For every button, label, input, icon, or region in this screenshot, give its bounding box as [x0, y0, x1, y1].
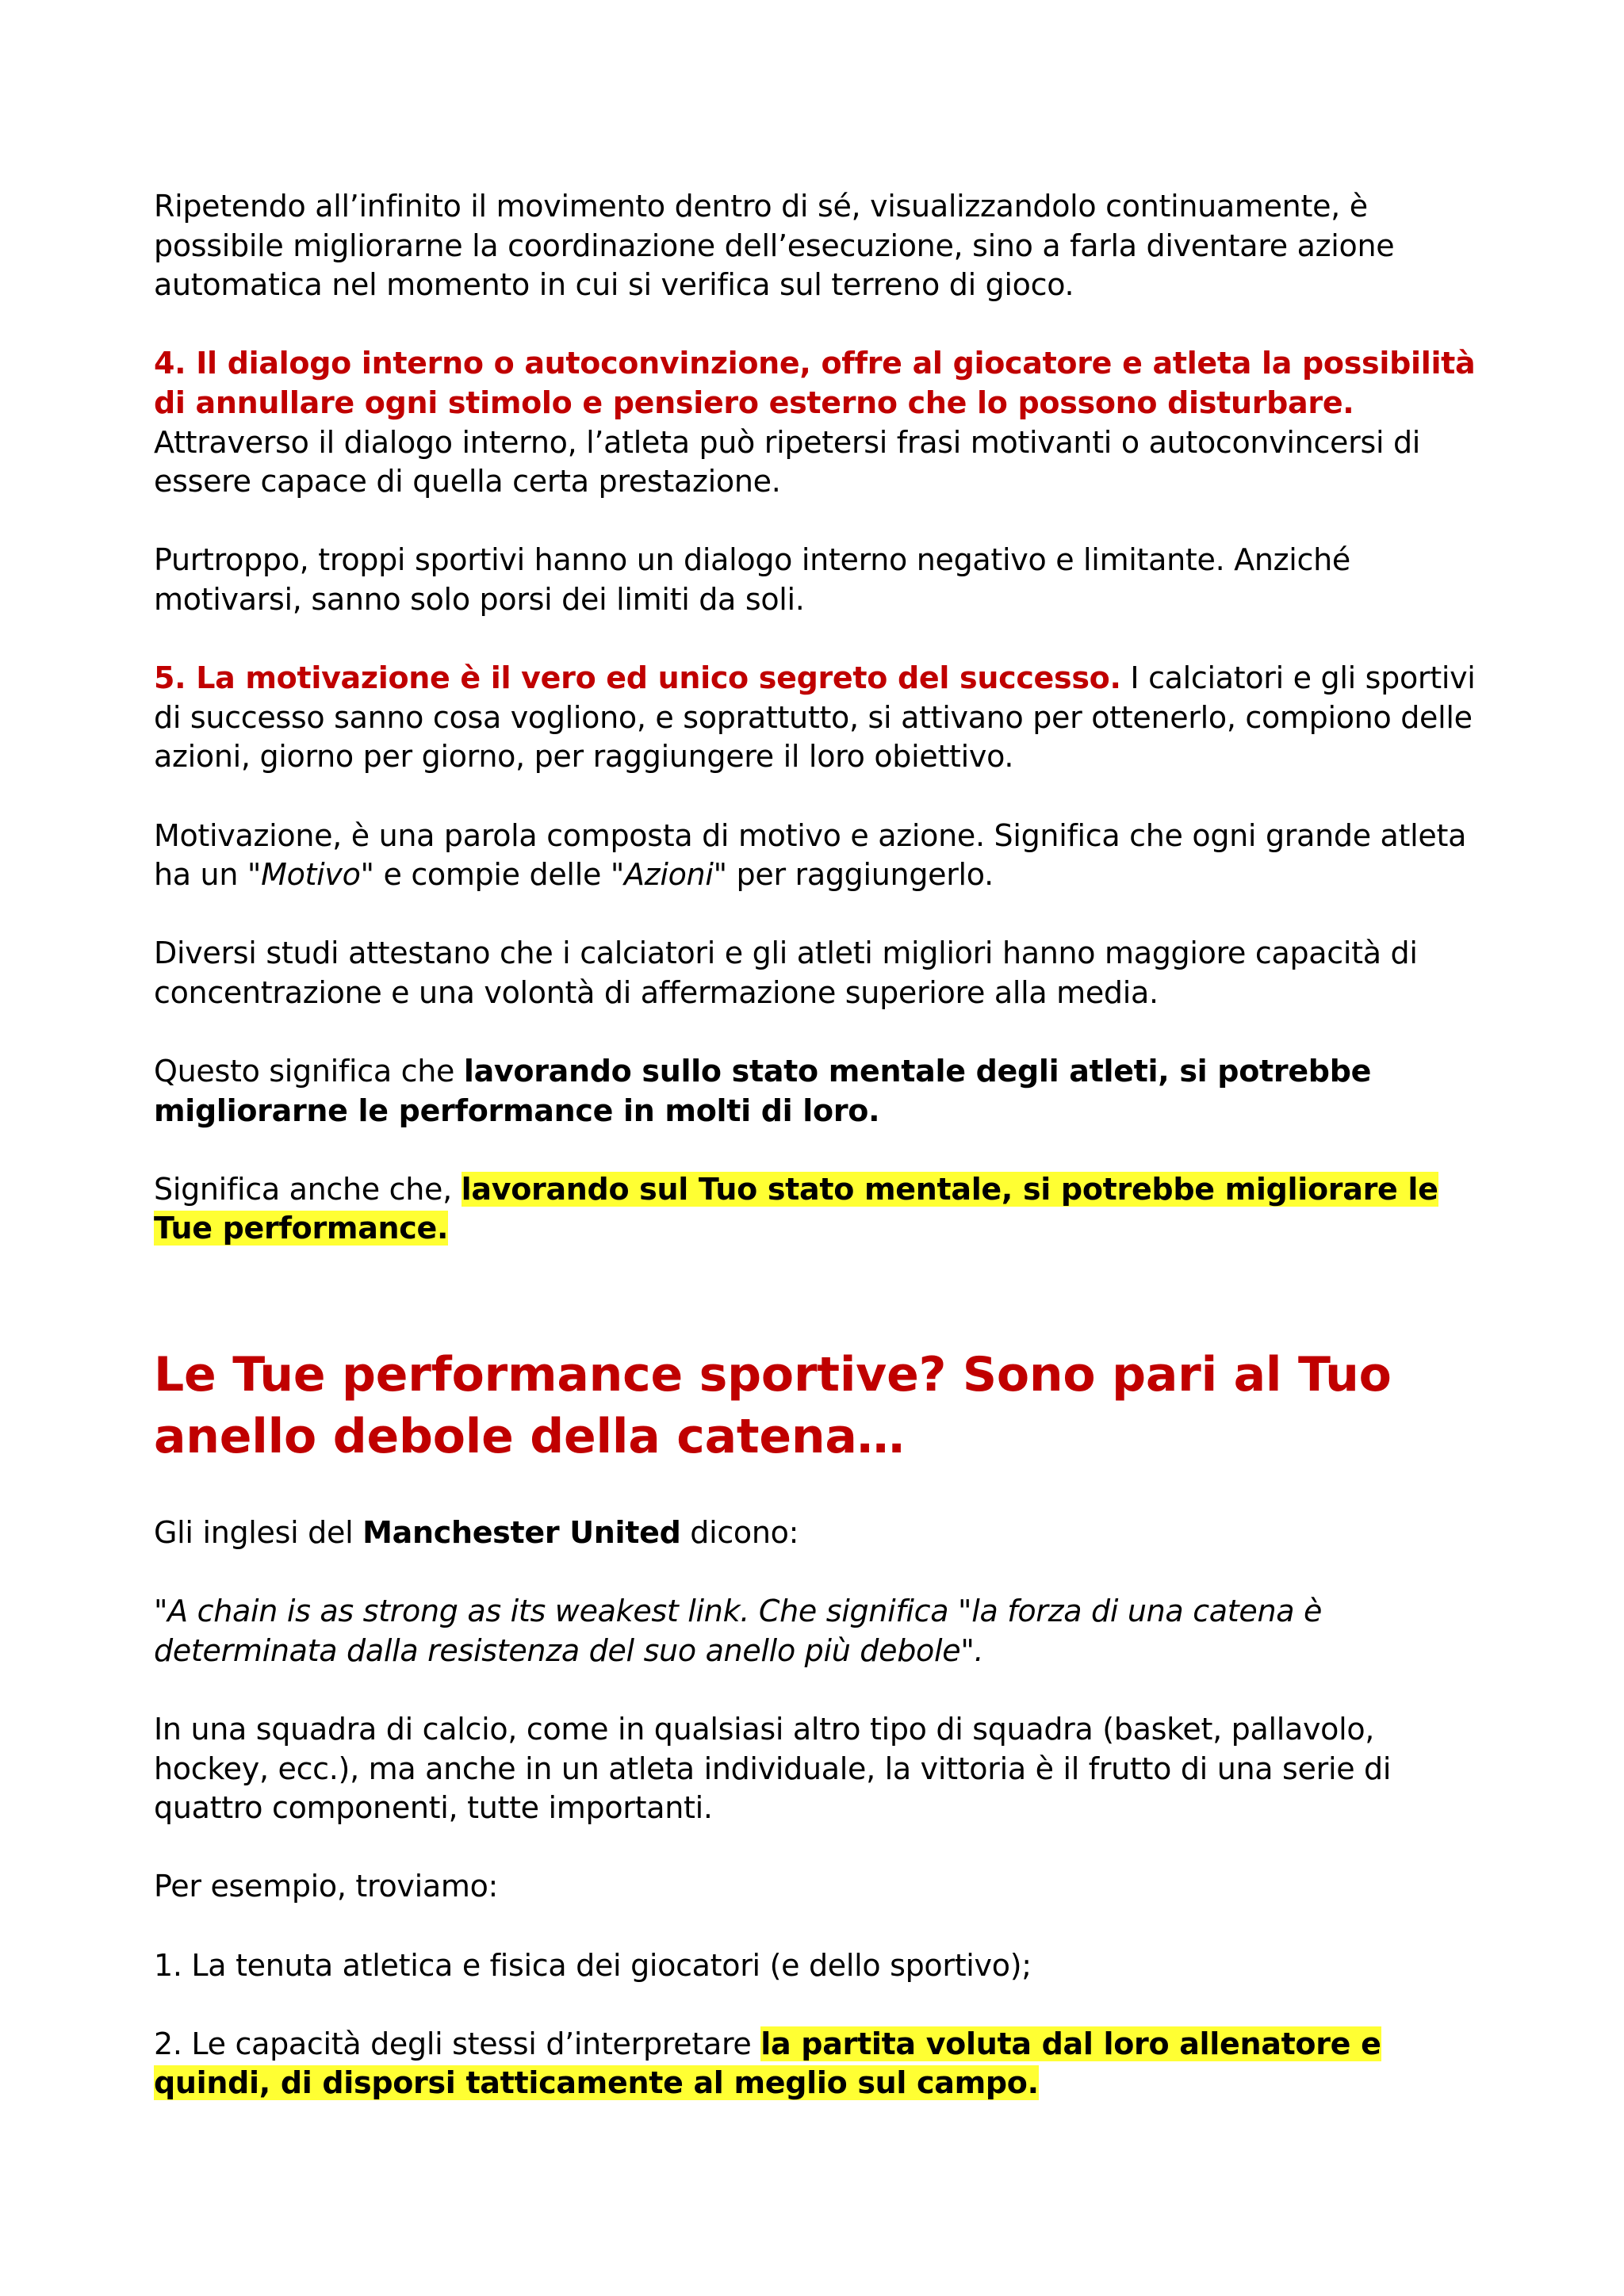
azioni-italic: "Azioni": [610, 857, 727, 893]
paragraph-example-intro: Per esempio, troviamo:: [154, 1869, 499, 1904]
paragraph-visualization: Ripetendo all’infinito il movimento dentro di sé, visualizzandolo continuamente, è possibile migliorarne la coordinazione dell’esecuzione, sino a farla diventare azione automatica nel momento in cui si verifica sul terreno di gioco.: [154, 189, 1395, 303]
text-run: Gli inglesi del: [154, 1515, 363, 1551]
quote-text: "A chain is as strong as its weakest link. Che significa "la forza di una catena è determinata dalla resistenza del suo anello più debole".: [154, 1594, 1323, 1668]
text-run: Questo significa che: [154, 1054, 464, 1089]
paragraph-your-performance: [154, 1170, 1481, 1249]
text-run: per raggiungerlo.: [726, 857, 994, 893]
paragraph-negative-dialogue: Purtroppo, troppi sportivi hanno un dialogo interno negativo e limitante. Anziché motivarsi, sanno solo porsi dei limiti da soli.: [154, 542, 1350, 617]
list-item-1: 1. La tenuta atletica e fisica dei giocatori (e dello sportivo);: [154, 1947, 1032, 1983]
point-5-body: I calciatori e gli sportivi di successo sanno cosa vogliono, e soprattutto, si attivano per ottenerlo, compiono delle azioni, giorno per giorno, per raggiungere il loro obiettivo.: [154, 660, 1476, 775]
paragraph-meaning: [154, 1052, 1481, 1131]
paragraph-motivo-azione: [154, 817, 1481, 895]
section-heading: Le Tue performance sportive? Sono pari al Tuo anello debole della catena…: [154, 1347, 1392, 1465]
text-run: dicono:: [680, 1515, 799, 1551]
paragraph-manchester: [154, 1513, 1481, 1553]
paragraph-inner-dialogue: [154, 344, 1481, 501]
point-4-heading: 4. Il dialogo interno o autoconvinzione, offre al giocatore e atleta la possibilità di annullare ogni stimolo e pensiero esterno che lo possono disturbare.: [154, 346, 1476, 420]
paragraph-motivation: [154, 659, 1481, 777]
point-5-heading: 5. La motivazione è il vero ed unico segreto del successo.: [154, 660, 1121, 696]
text-run: Motivazione, è una parola composta di motivo e azione. Significa che ogni grande atleta ha un: [154, 817, 1467, 893]
quote-chain: [154, 1592, 1481, 1670]
motivo-italic: "Motivo": [247, 857, 374, 893]
highlighted-statement: lavorando sul Tuo stato mentale, si potrebbe migliorare le Tue performance.: [154, 1171, 1438, 1246]
highlighted-tactics: la partita voluta dal loro allenatore e quindi, di disporsi tatticamente al meglio sul campo.: [154, 2026, 1381, 2101]
text-run: Significa anche che,: [154, 1171, 462, 1207]
text-run: e compie delle: [373, 857, 611, 893]
paragraph-team: In una squadra di calcio, come in qualsiasi altro tipo di squadra (basket, pallavolo, hockey, ecc.), ma anche in un atleta individuale, la vittoria è il frutto di una serie di quattro componenti, tutte importanti.: [154, 1712, 1392, 1826]
bold-statement: lavorando sullo stato mentale degli atleti, si potrebbe migliorarne le performance in molti di loro.: [154, 1054, 1372, 1128]
paragraph-studies: Diversi studi attestano che i calciatori e gli atleti migliori hanno maggiore capacità di concentrazione e una volontà di affermazione superiore alla media.: [154, 936, 1418, 1010]
manchester-united-bold: Manchester United: [362, 1515, 681, 1551]
text-run: 2. Le capacità degli stessi d’interpretare: [154, 2026, 761, 2061]
point-4-body: Attraverso il dialogo interno, l’atleta può ripetersi frasi motivanti o autoconvincersi di essere capace di quella certa prestazione.: [154, 424, 1421, 499]
list-item-2: [154, 2025, 1481, 2103]
